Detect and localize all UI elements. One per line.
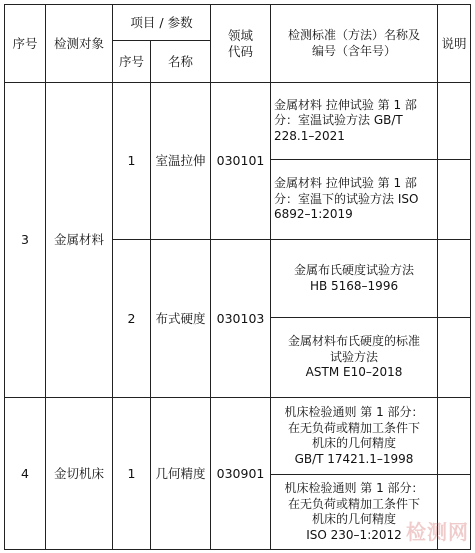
item-name: 布式硬度 [151,240,211,398]
standard-cell: 金属材料 拉伸试验 第 1 部 分：室温试验方法 GB/T 228.1–2021 [271,83,438,160]
remark-cell [438,475,471,550]
standard-cell: 金属材料 拉伸试验 第 1 部 分：室温下的试验方法 ISO 6892–1:2019 [271,160,438,240]
standard-cell: 机床检验通则 第 1 部分： 在无负荷或精加工条件下 机床的几何精度 ISO 230–1:2012 [271,475,438,550]
remark-cell [438,83,471,160]
header-item-seq: 序号 [113,41,151,83]
item-seq: 2 [113,240,151,398]
item-seq: 1 [113,398,151,550]
standard-cell: 金属布氏硬度试验方法 HB 5168–1996 [271,240,438,318]
standards-table [4,4,471,550]
header-item-param: 项目 / 参数 [113,5,211,41]
group-seq: 3 [5,83,46,398]
remark-cell [438,318,471,398]
header-object: 检测对象 [46,5,113,83]
remark-cell [438,160,471,240]
item-name: 几何精度 [151,398,211,550]
group-object: 金属材料 [46,83,113,398]
header-standard: 检测标准（方法）名称及 编号（含年号） [271,5,438,83]
group-seq: 4 [5,398,46,550]
header-seq: 序号 [5,5,46,83]
field-code: 030901 [211,398,271,550]
item-name: 室温拉伸 [151,83,211,240]
watermark-logo: 检测网 [406,520,469,544]
remark-cell [438,240,471,318]
header-remark: 说明 [438,5,471,83]
header-field-code: 领域 代码 [211,5,271,83]
standard-cell: 金属材料布氏硬度的标准 试验方法 ASTM E10–2018 [271,318,438,398]
field-code: 030101 [211,83,271,240]
standard-cell: 机床检验通则 第 1 部分： 在无负荷或精加工条件下 机床的几何精度 GB/T 17421.1–1998 [271,398,438,475]
remark-cell [438,398,471,475]
field-code: 030103 [211,240,271,398]
header-item-name: 名称 [151,41,211,83]
group-object: 金切机床 [46,398,113,550]
item-seq: 1 [113,83,151,240]
